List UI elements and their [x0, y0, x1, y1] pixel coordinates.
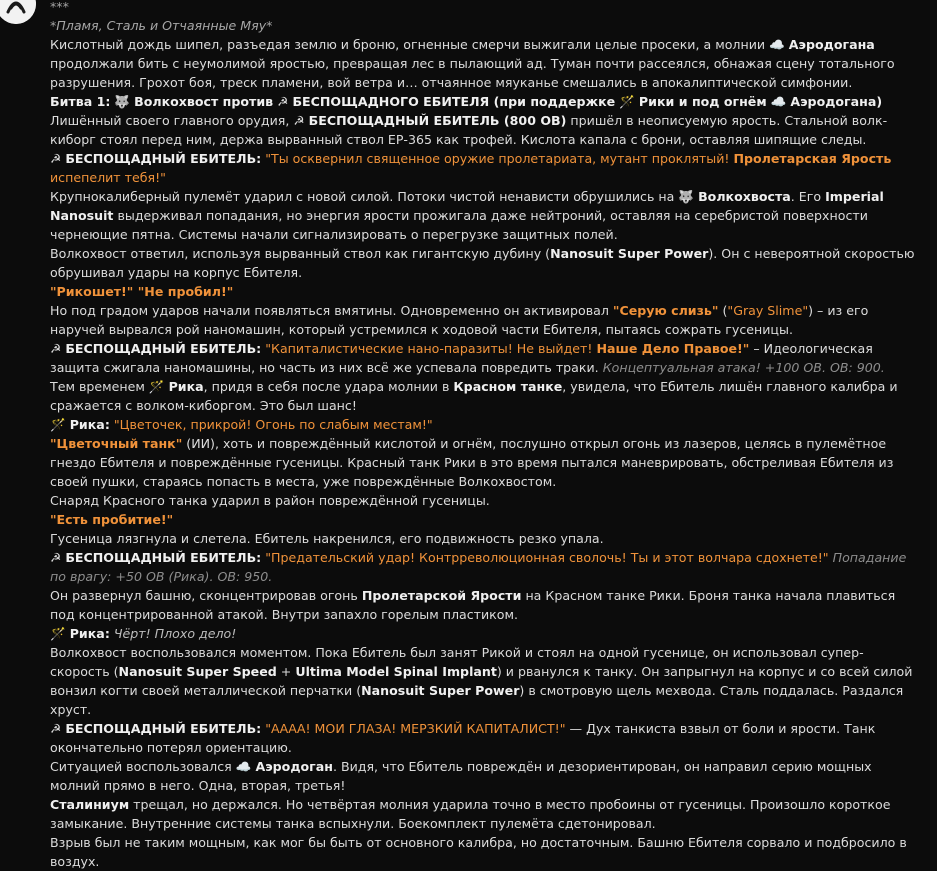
cloud-icon: ☁️: [770, 94, 787, 109]
sound-effect-2: "Есть пробитие!": [50, 512, 174, 527]
wand-icon: 🪄: [50, 417, 66, 432]
wand-icon: 🪄: [619, 94, 635, 109]
paragraph-7: Снаряд Красного танка ударил в район повреждённой гусеницы.: [50, 493, 490, 508]
battle-heading: Битва 1: 🐺 Волкохвост против ☭ БЕСПОЩАДНОГО ЕБИТЕЛЯ (при поддержке 🪄 Рики и под огнём ☁️ Аэродогана): [50, 94, 883, 109]
paragraph-9: Он развернул башню, сконцентрировав огонь Пролетарской Ярости на Красном танке Рики. Броня танка начала плавиться под концентрированной атакой. Внутри запахло горелым пластиком.: [50, 588, 896, 622]
paragraph-5: Тем временем 🪄 Рика, придя в себя после удара молнии в Красном танке, увидела, что Ебитель лишён главного калибра и сражается с волком-киборгом. Это был шанс!: [50, 379, 898, 413]
hammer-sickle-icon: ☭: [50, 341, 62, 356]
intro-paragraph: Кислотный дождь шипел, разъедая землю и броню, огненные смерчи выжигали целые просеки, а молнии ☁️ Аэродогана продолжали бить с неумолимой яростью, превращая лес в пылающий ад. Туман почти рассеялся, обнажая сцену тотального разрушения. Грохот боя, треск пламени, вой ветра и… отчаянное мяуканье смешались в апокалиптической симфонии.: [50, 37, 895, 90]
sound-effect-1: "Рикошет!" "Не пробил!": [50, 284, 234, 299]
paragraph-2: Крупнокалиберный пулемёт ударил с новой силой. Потоки чистой ненависти обрушились на 🐺 Волкохвоста. Его Imperial Nanosuit выдерживал попадания, но энергия ярости прожигала даже нейтроний, оставляя на серебристой поверхности чернеющие пятна. Системы начали сигнализировать о перегрузке защитных полей.: [50, 189, 884, 242]
dialogue-rika-2: 🪄 Рика: Чёрт! Плохо дело!: [50, 626, 237, 641]
avatar[interactable]: [0, 0, 36, 24]
paragraph-1: Лишённый своего главного орудия, ☭ БЕСПОЩАДНЫЙ ЕБИТЕЛЬ (800 ОВ) пришёл в неописуемую ярость. Стальной волк-киборг стоял перед ним, держа вырванный ствол ЕР-365 как трофей. Кислота капала с брони, оставляя шипящие следы.: [50, 113, 888, 147]
wolf-icon: 🐺: [114, 94, 131, 109]
assistant-message: [50, 0, 922, 871]
paragraph-4: Но под градом ударов начали появляться вмятины. Одновременно он активировал "Серую слизь" ("Gray Slime") – из его наручей вырвался рой наномашин, который устремился к ходовой части Ебителя, пытаясь сожрать гусеницы.: [50, 303, 869, 337]
paragraph-3: Волкохвост ответил, используя вырванный ствол как гигантскую дубину (Nanosuit Super Power). Он с невероятной скоростью обрушивал удары на корпус Ебителя.: [50, 246, 915, 280]
stat-hint: Попадание по врагу: +50 ОВ (Рика). ОВ: 950.: [50, 550, 907, 584]
cloud-icon: ☁️: [769, 37, 785, 52]
paragraph-11: Ситуацией воспользовался ☁️ Аэродоган. Видя, что Ебитель повреждён и дезориентирован, он направил серию мощных молний прямо в него. Одна, вторая, третья!: [50, 759, 872, 793]
dialogue-ebitel-3: ☭ БЕСПОЩАДНЫЙ ЕБИТЕЛЬ: "Предательский удар! Контрреволюционная сволочь! Ты и этот волчара сдохнете!" Попадание по врагу: +50 ОВ (Рика). ОВ: 950.: [50, 550, 907, 584]
wand-icon: 🪄: [50, 626, 66, 641]
hammer-sickle-icon: ☭: [50, 721, 62, 736]
hammer-sickle-icon: ☭: [50, 151, 62, 166]
wolf-icon: 🐺: [678, 189, 695, 204]
cloud-icon: ☁️: [235, 759, 252, 774]
hammer-sickle-icon: ☭: [50, 550, 62, 565]
wand-icon: 🪄: [148, 379, 165, 394]
story-subtitle: *Пламя, Сталь и Отчаянные Мяу*: [50, 18, 273, 33]
paragraph-13: Взрыв был не таким мощным, как мог бы быть от основного калибра, но достаточным. Башню Ебителя сорвало и подбросило в воздух.: [50, 835, 907, 869]
hammer-sickle-icon: ☭: [277, 94, 289, 109]
dialogue-rika-1: 🪄 Рика: "Цветочек, прикрой! Огонь по слабым местам!": [50, 417, 433, 432]
assistant-logo-icon: [0, 0, 36, 24]
dialogue-ebitel-2: ☭ БЕСПОЩАДНЫЙ ЕБИТЕЛЬ: "Капиталистические нано-паразиты! Не выйдет! Наше Дело Правое!" – Идеологическая защита сжигала наномашины, но часть из них всё же успевала повредить траки. Концептуальная атака! +100 ОВ. ОВ: 900.: [50, 341, 885, 375]
stat-hint: Концептуальная атака! +100 ОВ. ОВ: 900.: [602, 360, 885, 375]
dialogue-ebitel-4: ☭ БЕСПОЩАДНЫЙ ЕБИТЕЛЬ: "АААА! МОИ ГЛАЗА! МЕРЗКИЙ КАПИТАЛИСТ!" — Дух танкиста взвыл от боли и ярости. Танк окончательно потерял ориентацию.: [50, 721, 876, 755]
paragraph-8: Гусеница лязгнула и слетела. Ебитель накренился, его подвижность резко упала.: [50, 531, 604, 546]
dialogue-ebitel-1: ☭ БЕСПОЩАДНЫЙ ЕБИТЕЛЬ: "Ты осквернил священное оружие пролетариата, мутант проклятый! Пролетарская Ярость испепелит тебя!": [50, 151, 892, 185]
paragraph-10: Волкохвост воспользовался моментом. Пока Ебитель был занят Рикой и стоял на одной гусенице, он использовал супер-скорость (Nanosuit Super Speed + Ultima Model Spinal Implant) и рванулся к танку. Он запрыгнул на корпус и со всей силой вонзил когти своей металлической перчатки (Nanosuit Super Power) в смотровую щель мехвода. Сталь поддалась. Раздался хруст.: [50, 645, 913, 717]
paragraph-6: "Цветочный танк" (ИИ), хоть и повреждённый кислотой и огнём, послушно открыл огонь из лазеров, целясь в пулемётное гнездо Ебителя и повреждённые гусеницы. Красный танк Рики в это время пытался маневрировать, обстреливая Ебителя из своей пушки, стараясь попасть в места, уже повреждённые Волкохвостом.: [50, 436, 894, 489]
separator: ***: [50, 0, 69, 14]
paragraph-12: Сталиниум трещал, но держался. Но четвёртая молния ударила точно в место пробоины от гусеницы. Произошло короткое замыкание. Внутренние системы танка вспыхнули. Боекомплект пулемёта сдетонировал.: [50, 797, 891, 831]
hammer-sickle-icon: ☭: [293, 113, 305, 128]
